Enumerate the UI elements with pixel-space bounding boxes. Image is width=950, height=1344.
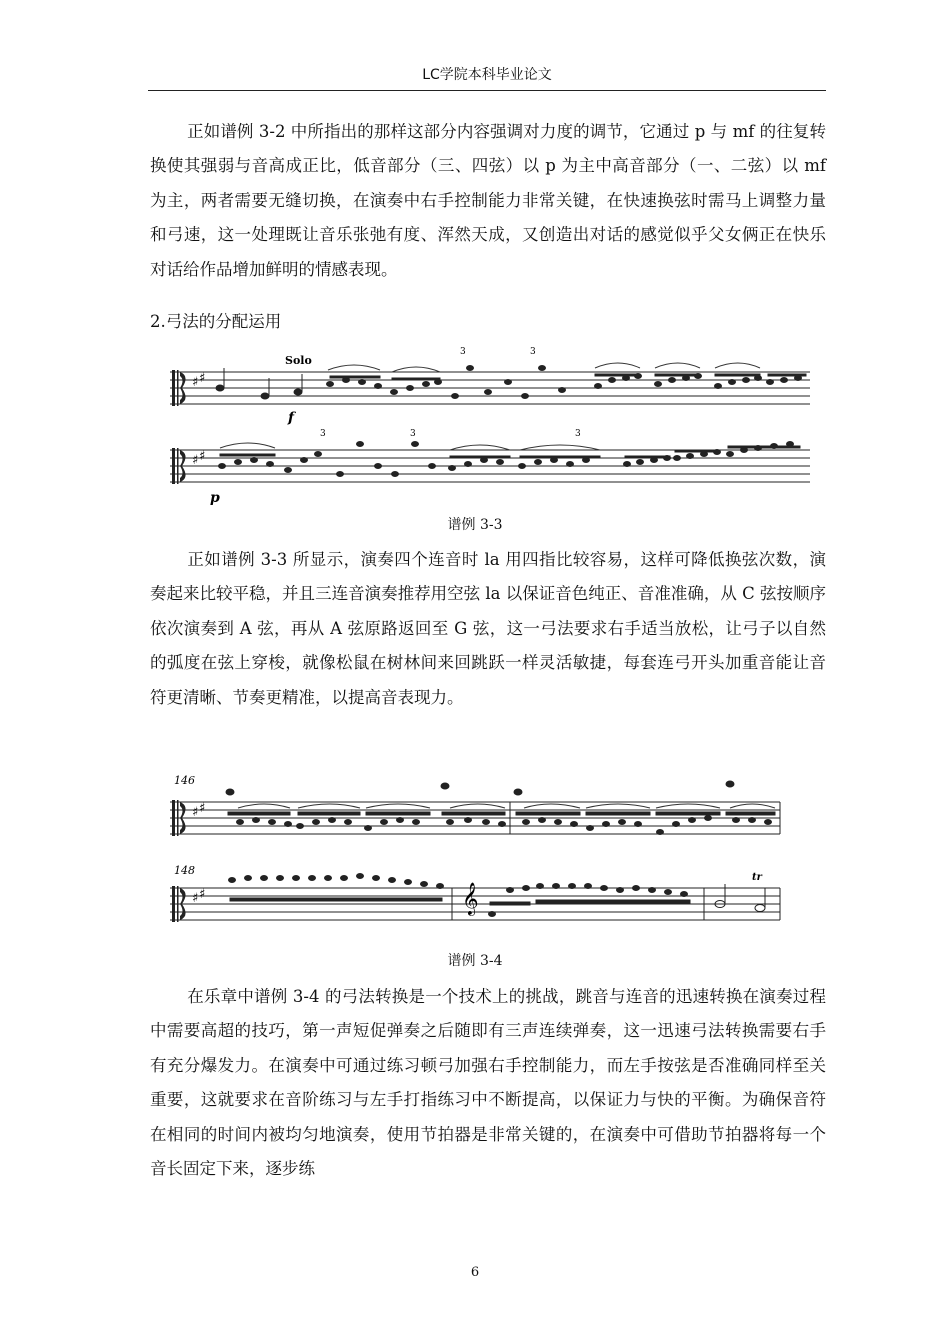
paragraph-1-text: 正如谱例 3-2 中所指出的那样这部分内容强调对力度的调节，它通过 p 与 mf 的往复转换使其强弱与音高成正比，低音部分（三、四弦）以 p 为主中高音部分（一、二弦）以 mf 为主，两者需要无缝切换，在演奏中右手控制能力非常关键，在快速换弦时需马上调整力量和弓速，这一处理既让音乐张弛有度、浑然天成，又创造出对话的感觉似乎父女俩正在快乐对话给作品增加鲜明的情感表现。 [150, 122, 826, 279]
measure-number-148: 148 [174, 864, 195, 877]
paragraph-3 [150, 980, 826, 1186]
paragraph-2-text: 正如谱例 3-3 所显示，演奏四个连音时 la 用四指比较容易，这样可降低换弦次数，演奏起来比较平稳，并且三连音演奏推荐用空弦 la 以保证音色纯正、音准准确，从 C 弦按顺序依次演奏到 A 弦，再从 A 弦原路返回至 G 弦，这一弓法要求右手适当放松，让弓子以自然的弧度在弦上穿梭，就像松鼠在树林间来回跳跃一样灵活敏捷，每套连弓开头加重音能让音符更清晰、节奏更精准，以提高音表现力。 [150, 550, 826, 707]
paragraph-1 [150, 115, 826, 287]
key-signature-1b: ♯ [199, 371, 206, 386]
measure-number-146: 146 [174, 774, 195, 787]
key-signature-3b: ♯ [199, 801, 206, 816]
running-header: LC学院本科毕业论文 [422, 67, 552, 83]
key-signature-3: ♯ [192, 805, 199, 820]
paragraph-2 [150, 543, 826, 715]
score-example-3-3 [170, 342, 810, 512]
triplet-mark-3: 3 [320, 429, 326, 439]
dynamic-piano: p [210, 490, 220, 506]
page-number: 6 [470, 1265, 480, 1280]
solo-marking: Solo [285, 354, 312, 367]
staff-lines-3 [170, 802, 780, 834]
notes-row-1 [216, 366, 806, 400]
key-signature-1: ♯ [192, 375, 199, 390]
key-signature-2: ♯ [192, 453, 199, 468]
paragraph-3-text: 在乐章中谱例 3-4 的弓法转换是一个技术上的挑战，跳音与连音的迅速转换在演奏过程中需要高超的技巧，第一声短促弹奏之后随即有三声连续弹奏，这一迅速弓法转换需要右手有充分爆发力。在演奏中可通过练习顿弓加强右手控制能力，而左手按弦是否准确同样至关重要，这就要求在音阶练习与左手打指练习中不断提高，以保证力与快的平衡。为确保音符在相同的时间内被均匀地演奏，使用节拍器是非常关键的，在演奏中可借助节拍器将每一个音长固定下来，逐步练 [150, 987, 826, 1179]
key-signature-4: ♯ [192, 891, 199, 906]
key-signature-4b: ♯ [199, 887, 206, 902]
key-signature-2b: ♯ [199, 449, 206, 464]
caption-3-4: 谱例 3-4 [447, 953, 503, 969]
triplet-mark-5: 3 [575, 429, 581, 439]
header-rule [148, 90, 826, 91]
notes-row-4 [229, 874, 766, 917]
dynamic-forte: f [288, 410, 295, 426]
triplet-mark-2: 3 [530, 347, 536, 357]
triplet-mark-4: 3 [410, 429, 416, 439]
section-heading: 2.弓法的分配运用 [150, 312, 282, 331]
treble-clef: 𝄞 [462, 882, 479, 915]
slurs-score-3-4 [238, 804, 775, 808]
triplet-mark-1: 3 [460, 347, 466, 357]
trill-marking: tr [752, 872, 762, 883]
notes-row-2 [219, 442, 801, 477]
caption-3-3: 谱例 3-3 [447, 517, 503, 533]
score-example-3-4 [170, 772, 810, 942]
